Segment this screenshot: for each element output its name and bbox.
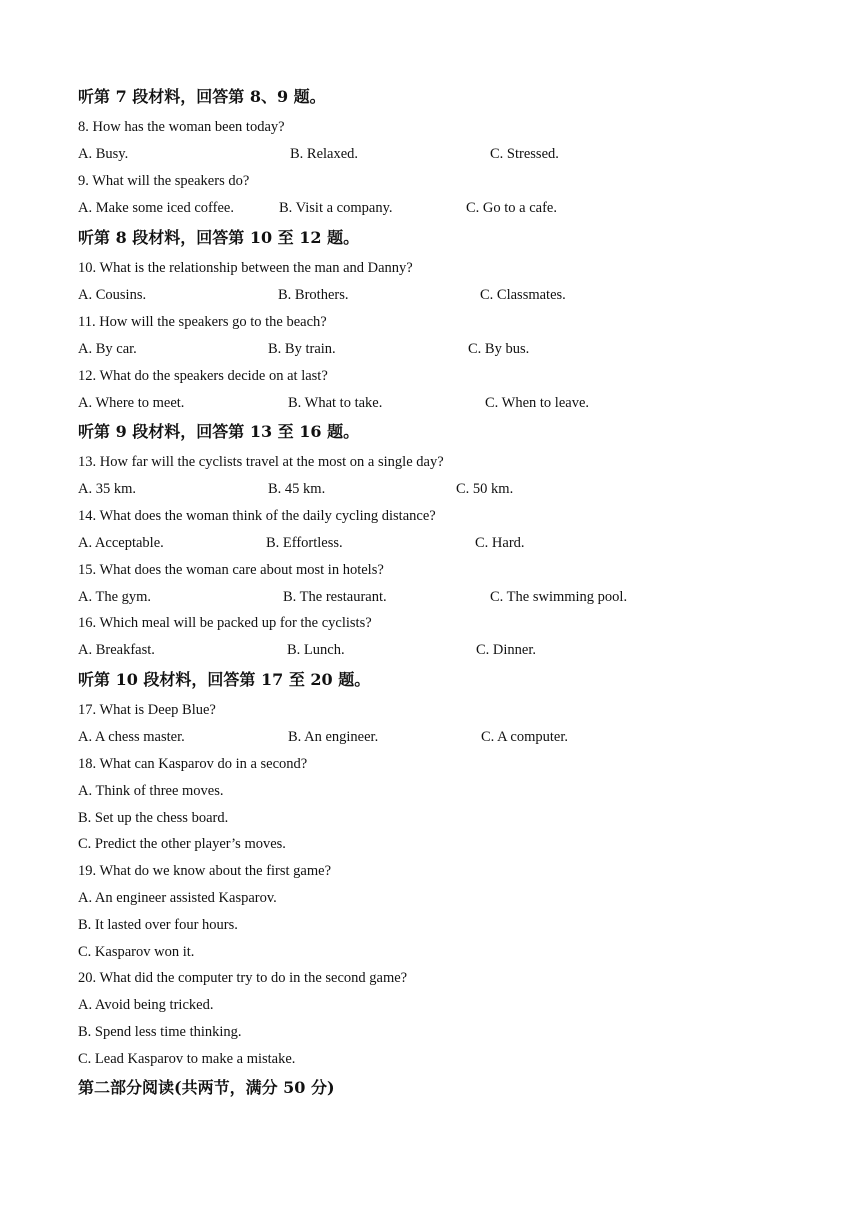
option-b: B. An engineer. xyxy=(288,729,379,745)
option-b: B. Effortless. xyxy=(266,535,343,551)
option-a: A. Breakfast. xyxy=(78,642,155,658)
option-b: B. Set up the chess board. xyxy=(78,810,229,826)
option-a: A. Where to meet. xyxy=(78,395,185,411)
section-heading: 听第 9 段材料，回答第 13 至 16 题。 xyxy=(78,422,360,441)
option-a: A. Busy. xyxy=(78,146,129,162)
question-stem: 14. What does the woman think of the daily cycling distance? xyxy=(78,508,436,524)
option-c: C. Stressed. xyxy=(490,146,559,162)
option-a: A. Acceptable. xyxy=(78,535,164,551)
option-a: A. Cousins. xyxy=(78,287,147,303)
question-stem: 12. What do the speakers decide on at last? xyxy=(78,368,328,384)
question-stem: 9. What will the speakers do? xyxy=(78,173,250,189)
option-b: B. What to take. xyxy=(288,395,383,411)
question-stem: 19. What do we know about the first game? xyxy=(78,863,332,879)
question-stem: 16. Which meal will be packed up for the cyclists? xyxy=(78,615,372,631)
question-stem: 13. How far will the cyclists travel at the most on a single day? xyxy=(78,454,444,470)
option-c: C. Lead Kasparov to make a mistake. xyxy=(78,1051,296,1067)
option-c: C. Go to a cafe. xyxy=(466,200,557,216)
option-c: C. Predict the other player’s moves. xyxy=(78,836,286,852)
option-c: C. Hard. xyxy=(475,535,525,551)
option-a: A. An engineer assisted Kasparov. xyxy=(78,890,277,906)
option-a: A. A chess master. xyxy=(78,729,185,745)
question-stem: 15. What does the woman care about most in hotels? xyxy=(78,562,384,578)
question-stem: 8. How has the woman been today? xyxy=(78,119,285,135)
question-stem: 20. What did the computer try to do in the second game? xyxy=(78,970,408,986)
option-c: C. When to leave. xyxy=(485,395,590,411)
question-stem: 11. How will the speakers go to the beach? xyxy=(78,314,327,330)
option-a: A. Think of three moves. xyxy=(78,783,224,799)
option-b: B. Relaxed. xyxy=(290,146,359,162)
question-stem: 17. What is Deep Blue? xyxy=(78,702,216,718)
option-a: A. The gym. xyxy=(78,589,152,605)
option-a: A. By car. xyxy=(78,341,137,357)
section-heading: 听第 7 段材料，回答第 8、9 题。 xyxy=(78,87,326,106)
section-heading: 听第 10 段材料，回答第 17 至 20 题。 xyxy=(78,670,371,689)
option-b: B. Spend less time thinking. xyxy=(78,1024,242,1040)
option-c: C. 50 km. xyxy=(456,481,514,497)
question-stem: 18. What can Kasparov do in a second? xyxy=(78,756,308,772)
option-c: C. Dinner. xyxy=(476,642,537,658)
option-a: A. Avoid being tricked. xyxy=(78,997,214,1013)
option-b: B. It lasted over four hours. xyxy=(78,917,238,933)
option-b: B. 45 km. xyxy=(268,481,326,497)
option-c: C. Classmates. xyxy=(480,287,566,303)
question-stem: 10. What is the relationship between the man and Danny? xyxy=(78,260,413,276)
option-b: B. The restaurant. xyxy=(283,589,387,605)
option-a: A. Make some iced coffee. xyxy=(78,200,234,216)
option-c: C. By bus. xyxy=(468,341,530,357)
option-c: C. The swimming pool. xyxy=(490,589,628,605)
option-a: A. 35 km. xyxy=(78,481,136,497)
part-heading: 第二部分阅读(共两节，满分 50 分) xyxy=(78,1078,335,1097)
option-b: B. By train. xyxy=(268,341,336,357)
option-c: C. A computer. xyxy=(481,729,568,745)
option-b: B. Brothers. xyxy=(278,287,349,303)
option-b: B. Lunch. xyxy=(287,642,345,658)
option-b: B. Visit a company. xyxy=(279,200,393,216)
option-c: C. Kasparov won it. xyxy=(78,944,195,960)
section-heading: 听第 8 段材料，回答第 10 至 12 题。 xyxy=(78,228,360,247)
